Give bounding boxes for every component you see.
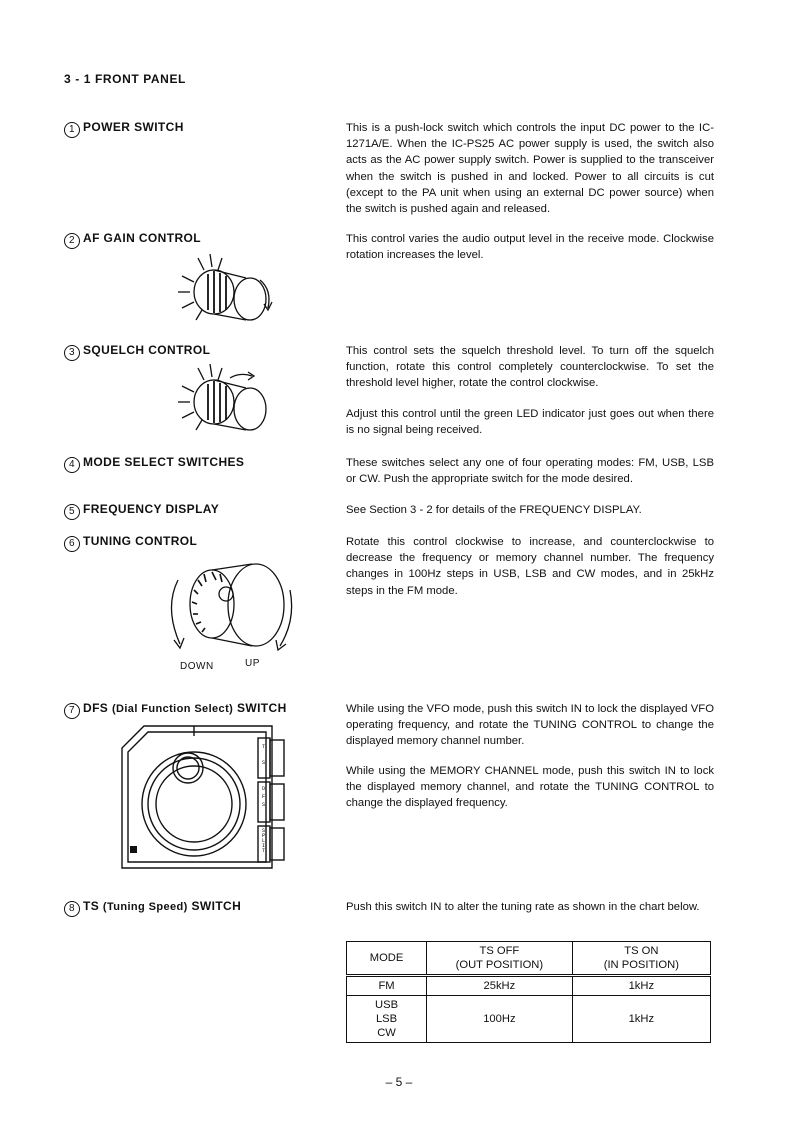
squelch-knob-illustration	[168, 362, 280, 438]
heading-squelch-control	[64, 343, 210, 361]
item-number: 5	[64, 504, 80, 520]
af-gain-knob-illustration	[168, 252, 280, 328]
tuning-up-label: UP	[245, 658, 260, 669]
heading-subtitle: (Tuning Speed)	[102, 901, 188, 913]
heading-title: TS	[83, 899, 100, 913]
tuning-control-description: Rotate this control clockwise to increase, and counterclockwise to decrease the frequency or memory channel number. The frequency changes in 100Hz steps in USB, LSB and CW modes, and in 25kHz steps in the FM mode.	[346, 536, 714, 597]
table-cell: 25kHz	[427, 976, 573, 996]
power-switch-description: This is a push-lock switch which controls the input DC power to the IC-1271A/E. When the IC-PS25 AC power supply is used, the switch also acts as the AC power supply switch. Power is supplied to the transceiver when the switch is pushed in and locked. Power to all circuits is cut (except to the PA unit when using an external DC power source) when the switch is pushed again and released.	[346, 122, 714, 216]
table-cell: FM	[347, 976, 427, 996]
item-number: 7	[64, 703, 80, 719]
heading-title: FREQUENCY DISPLAY	[83, 502, 220, 516]
heading-title-end: SWITCH	[191, 899, 242, 913]
heading-mode-select-switches	[64, 455, 244, 473]
table-cell: 1kHz	[572, 996, 710, 1043]
table-cell: 100Hz	[427, 996, 573, 1043]
heading-title: POWER SWITCH	[83, 120, 184, 134]
mode-select-description: These switches select any one of four operating modes: FM, USB, LSB or CW. Push the appropriate switch for the mode desired.	[346, 457, 714, 486]
squelch-description-1: This control sets the squelch threshold level. To turn off the squelch function, rotate this control completely counterclockwise. To set the threshold level higher, rotate the control clockwise.	[346, 345, 714, 390]
tuning-down-label: DOWN	[180, 661, 214, 672]
ts-label: T S	[262, 744, 266, 766]
heading-title: AF GAIN CONTROL	[83, 231, 201, 245]
dfs-description-2: While using the MEMORY CHANNEL mode, push this switch IN to lock the displayed memory channel, and rotate the TUNING CONTROL to change the displayed frequency.	[346, 765, 714, 810]
heading-dfs-switch	[64, 701, 287, 719]
item-number: 6	[64, 536, 80, 552]
heading-tuning-control	[64, 534, 197, 552]
tuning-rate-table	[346, 941, 711, 1043]
item-number: 3	[64, 345, 80, 361]
table-header-ts-on: TS ON (IN POSITION)	[572, 942, 710, 976]
table-cell: 1kHz	[572, 976, 710, 996]
table-row	[347, 976, 711, 996]
indicator-square	[130, 846, 137, 853]
item-number: 1	[64, 122, 80, 138]
item-number: 8	[64, 901, 80, 917]
heading-ts-switch	[64, 899, 241, 917]
item-number: 2	[64, 233, 80, 249]
heading-title-end: SWITCH	[236, 701, 287, 715]
frequency-display-description: See Section 3 - 2 for details of the FREQUENCY DISPLAY.	[346, 504, 642, 516]
tuning-dial-illustration	[160, 560, 300, 660]
heading-title: DFS	[83, 701, 109, 715]
heading-title: MODE SELECT SWITCHES	[83, 455, 245, 469]
heading-subtitle: (Dial Function Select)	[111, 703, 234, 715]
table-cell: USB LSB CW	[347, 996, 427, 1043]
heading-title: SQUELCH CONTROL	[83, 343, 211, 357]
heading-frequency-display	[64, 502, 219, 520]
ts-description: Push this switch IN to alter the tuning rate as shown in the chart below.	[346, 901, 700, 913]
dfs-panel-illustration	[118, 722, 288, 874]
split-label: S P L I T	[262, 828, 266, 854]
dfs-label: D F S	[262, 786, 266, 808]
heading-power-switch	[64, 120, 184, 138]
table-header-ts-off: TS OFF (OUT POSITION)	[427, 942, 573, 976]
af-gain-description: This control varies the audio output level in the receive mode. Clockwise rotation increases the level.	[346, 233, 714, 262]
item-number: 4	[64, 457, 80, 473]
section-title: 3 - 1 FRONT PANEL	[64, 72, 186, 86]
heading-af-gain-control	[64, 231, 201, 249]
heading-title: TUNING CONTROL	[83, 534, 198, 548]
dfs-description-1: While using the VFO mode, push this switch IN to lock the displayed VFO operating frequency, and rotate the TUNING CONTROL to change the displayed memory channel number.	[346, 703, 714, 748]
squelch-description-2: Adjust this control until the green LED indicator just goes out when there is no signal being received.	[346, 408, 714, 437]
table-row	[347, 996, 711, 1043]
table-header-mode: MODE	[347, 942, 427, 976]
page-number: – 5 –	[385, 1075, 413, 1089]
